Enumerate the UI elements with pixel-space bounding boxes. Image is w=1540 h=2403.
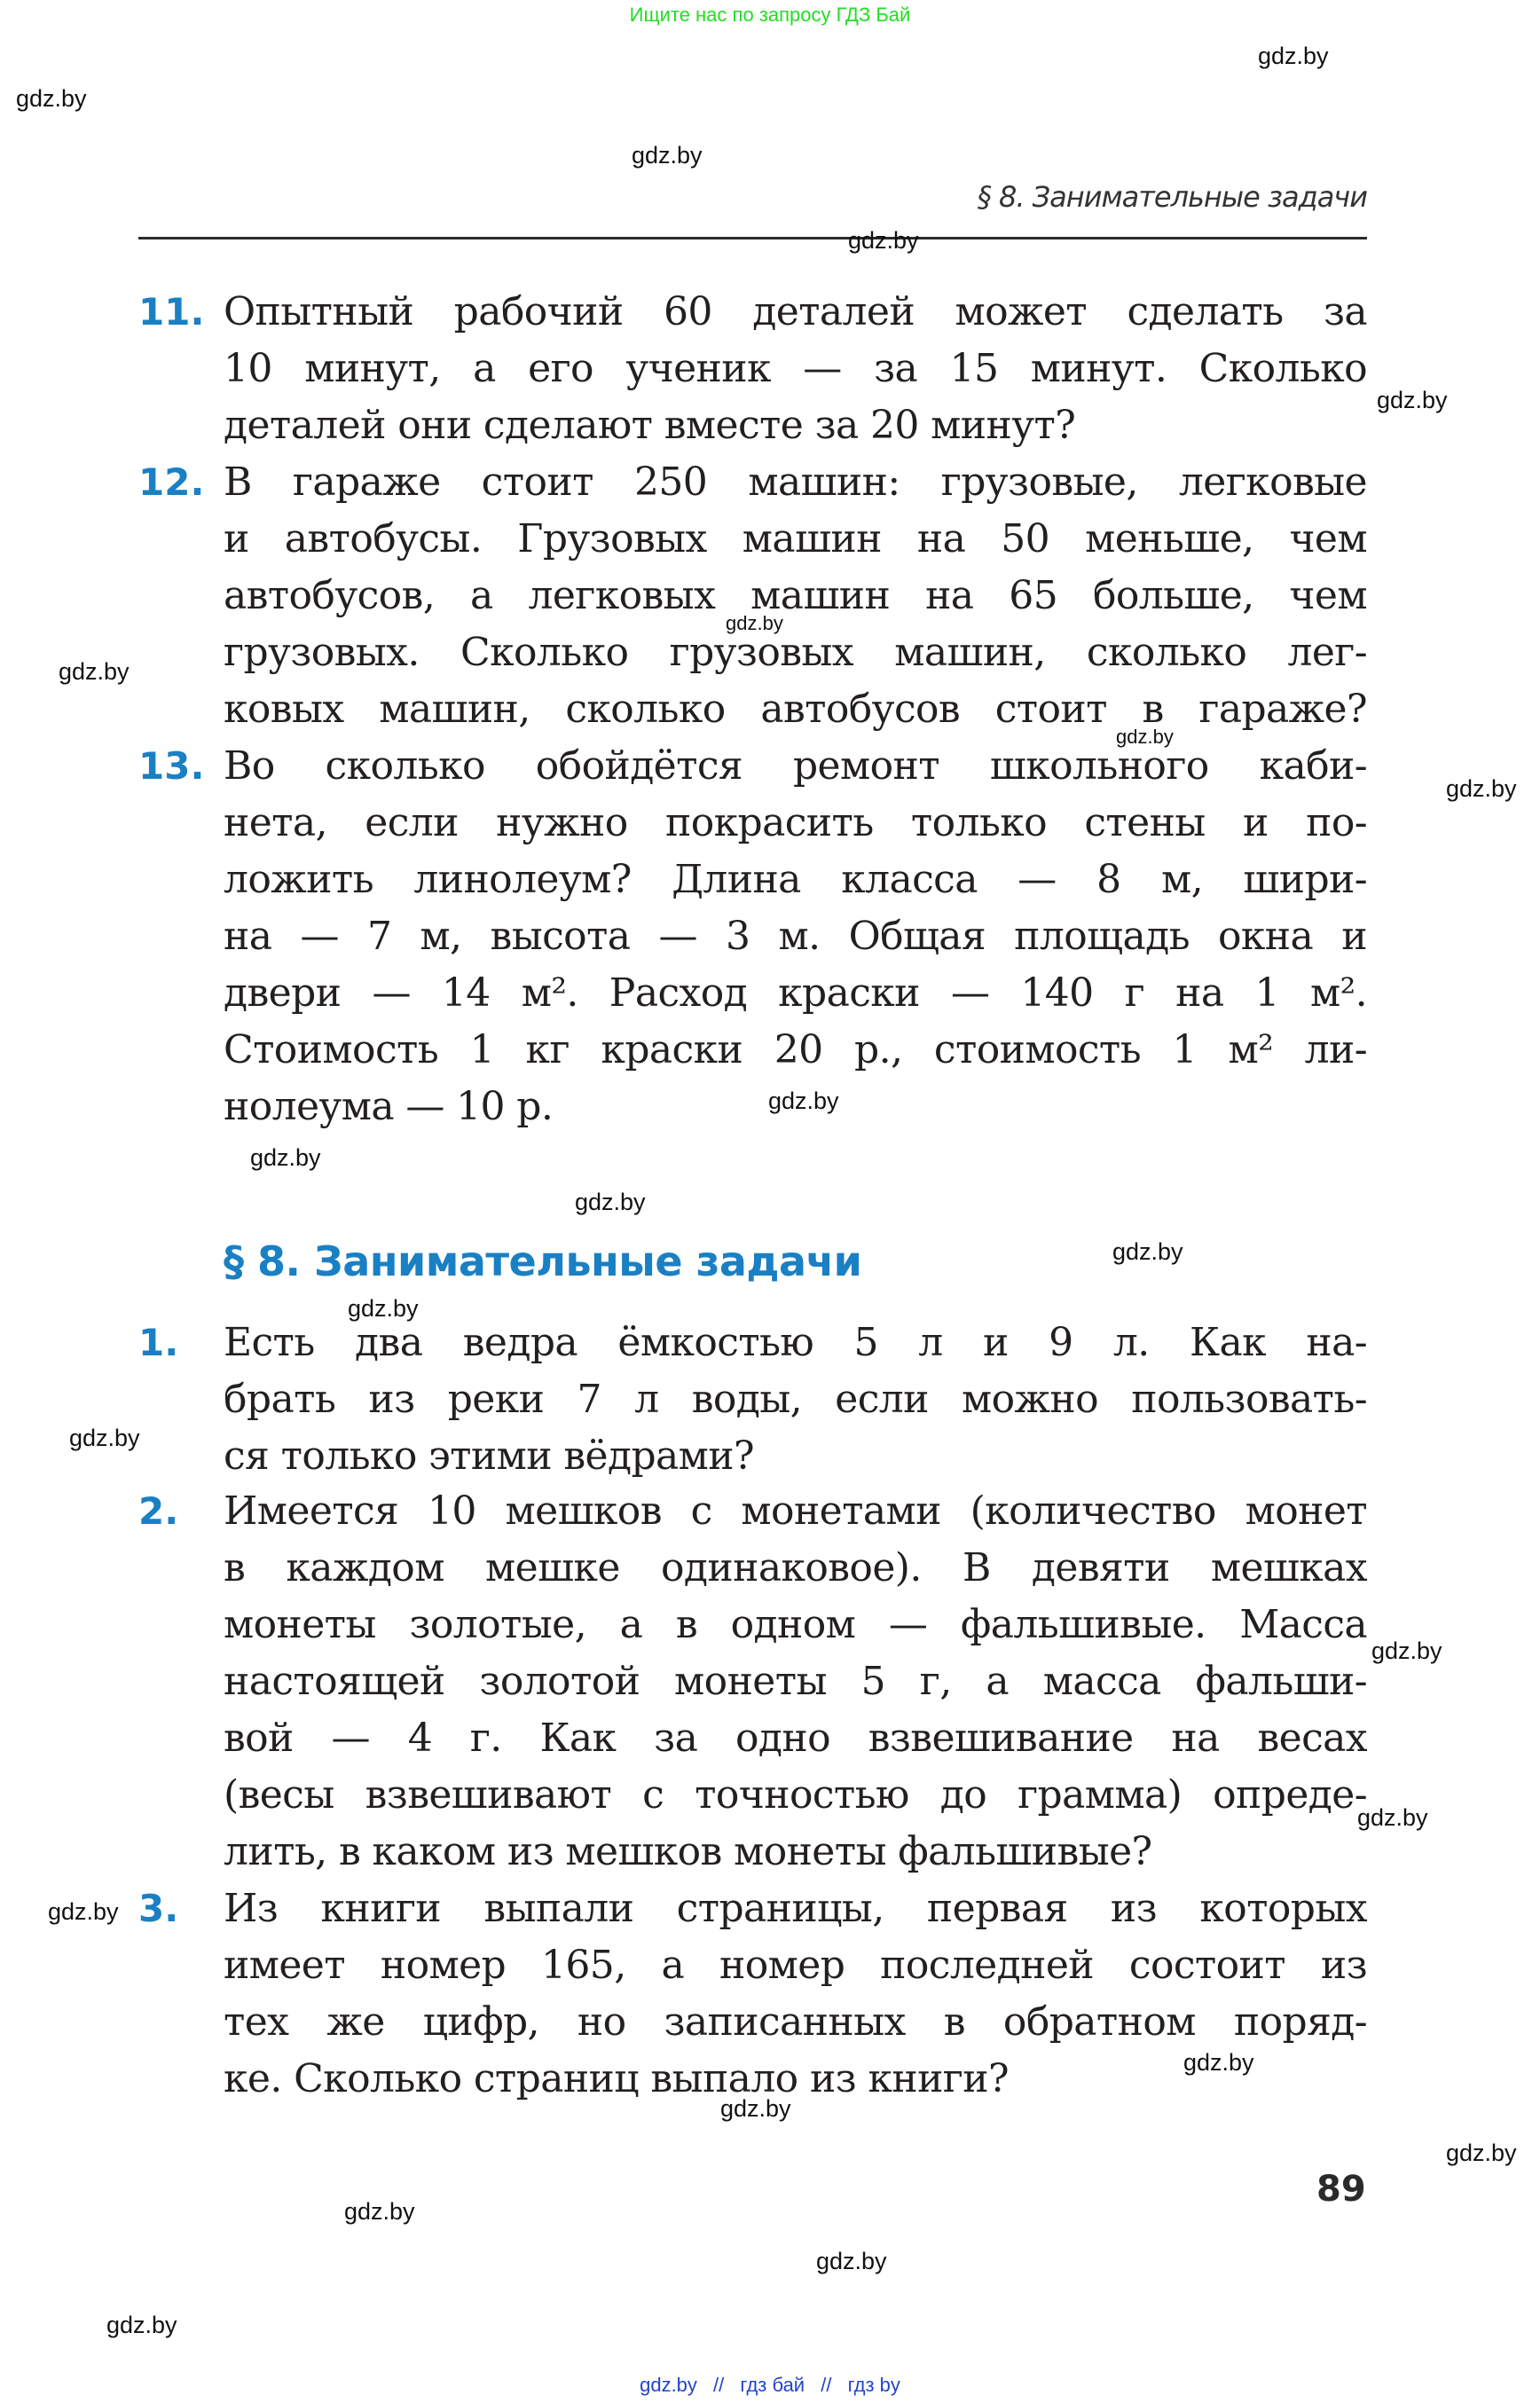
watermark: gdz.by [1371, 1637, 1442, 1664]
problem-number: 2. [138, 1489, 179, 1533]
watermark: gdz.by [1446, 2140, 1517, 2166]
text-line: и автобусы. Грузовых машин на 50 меньше, чем [224, 516, 1367, 561]
watermark: gdz.by [1446, 775, 1517, 802]
footer-link-gdz-bai[interactable]: гдз бай [740, 2374, 805, 2396]
watermark: gdz.by [720, 2095, 791, 2122]
watermark: gdz.by [106, 2312, 177, 2338]
text-line: двери — 14 м². Расход краски — 140 г на 1 м². [224, 970, 1367, 1016]
text-line: брать из реки 7 л воды, если можно пользовать- [224, 1377, 1367, 1422]
text-line: Опытный рабочий 60 деталей может сделать за [224, 289, 1367, 334]
text-line: В гараже стоит 250 машин: грузовые, легковые [224, 459, 1367, 505]
watermark: gdz.by [848, 227, 919, 254]
problem-number: 13. [138, 744, 205, 788]
watermark: gdz.by [48, 1898, 119, 1925]
problem-text [224, 1315, 1367, 1485]
watermark: gdz.by [816, 2248, 887, 2274]
text-line: ковых машин, сколько автобусов стоит в гараже? [224, 687, 1367, 732]
top-banner[interactable]: Ищите нас по запросу ГДЗ Бай [629, 4, 911, 26]
text-line: нолеума — 10 р. [224, 1084, 554, 1129]
text-line: лить, в каком из мешков монеты фальшивые? [224, 1829, 1152, 1874]
watermark: gdz.by [1116, 726, 1174, 748]
footer-links [0, 2374, 1540, 2397]
text-line: (весы взвешивают с точностью до грамма) опреде- [224, 1772, 1367, 1818]
watermark: gdz.by [1183, 2049, 1254, 2076]
footer-link-gdz-by[interactable]: gdz.by [640, 2374, 697, 2396]
text-line: Из книги выпали страницы, первая из которых [224, 1886, 1367, 1931]
problem-text [224, 284, 1367, 454]
problem-text [224, 1483, 1367, 1881]
text-line: ке. Сколько страниц выпало из книги? [224, 2056, 1009, 2101]
watermark: gdz.by [69, 1425, 140, 1451]
running-head: § 8. Занимательные задачи [977, 180, 1367, 214]
problem-number: 12. [138, 460, 205, 504]
watermark: gdz.by [726, 612, 783, 634]
problem-12 [138, 454, 1367, 738]
text-line: грузовых. Сколько грузовых машин, сколько лег- [224, 630, 1367, 675]
section-title: § 8. Занимательные задачи [224, 1237, 862, 1285]
watermark: gdz.by [250, 1144, 321, 1171]
header-rule [138, 237, 1367, 240]
text-line: 10 минут, а его ученик — за 15 минут. Сколько [224, 346, 1367, 391]
problem-text [224, 454, 1367, 738]
text-line: Стоимость 1 кг краски 20 р., стоимость 1 м² ли- [224, 1027, 1367, 1072]
text-line: ложить линолеум? Длина класса — 8 м, шири- [224, 857, 1367, 902]
watermark: gdz.by [1377, 387, 1448, 413]
text-line: Имеется 10 мешков с монетами (количество монет [224, 1488, 1367, 1534]
watermark: gdz.by [344, 2198, 415, 2225]
text-line: монеты золотые, а в одном — фальшивые. Масса [224, 1602, 1367, 1647]
text-line: имеет номер 165, а номер последней состоит из [224, 1943, 1367, 1988]
watermark: gdz.by [575, 1189, 646, 1215]
text-line: в каждом мешке одинаковое). В девяти мешках [224, 1545, 1367, 1590]
text-line: нета, если нужно покрасить только стены и по- [224, 800, 1367, 845]
text-line: вой — 4 г. Как за одно взвешивание на весах [224, 1716, 1367, 1761]
section-problem-2 [138, 1483, 1367, 1881]
problem-11 [138, 284, 1367, 454]
problem-number: 3. [138, 1887, 179, 1930]
text-line: Во сколько обойдётся ремонт школьного каби- [224, 743, 1367, 789]
page-number: 89 [1316, 2169, 1366, 2210]
text-line: автобусов, а легковых машин на 65 больше, чем [224, 573, 1367, 618]
watermark: gdz.by [348, 1295, 419, 1322]
watermark: gdz.by [16, 85, 87, 112]
watermark: gdz.by [59, 658, 130, 685]
text-line: ся только этими вёдрами? [224, 1433, 754, 1479]
watermark: gdz.by [632, 142, 703, 169]
text-line: на — 7 м, высота — 3 м. Общая площадь окна и [224, 914, 1367, 959]
footer-separator: // [821, 2374, 832, 2396]
text-line: настоящей золотой монеты 5 г, а масса фальши- [224, 1659, 1367, 1704]
watermark: gdz.by [1357, 1804, 1428, 1831]
watermark: gdz.by [1258, 43, 1329, 69]
text-line: деталей они сделают вместе за 20 минут? [224, 403, 1076, 448]
problem-text [224, 738, 1367, 1135]
watermark: gdz.by [1112, 1238, 1183, 1265]
problem-number: 11. [138, 290, 205, 334]
text-line: Есть два ведра ёмкостью 5 л и 9 л. Как на- [224, 1320, 1367, 1365]
watermark: gdz.by [768, 1088, 839, 1114]
footer-link-gdz-by-cyr[interactable]: гдз by [847, 2374, 900, 2396]
problem-13 [138, 738, 1367, 1135]
section-problem-1 [138, 1315, 1367, 1485]
text-line: тех же цифр, но записанных в обратном поряд- [224, 1999, 1367, 2045]
problem-number: 1. [138, 1321, 179, 1364]
footer-separator: // [713, 2374, 725, 2396]
